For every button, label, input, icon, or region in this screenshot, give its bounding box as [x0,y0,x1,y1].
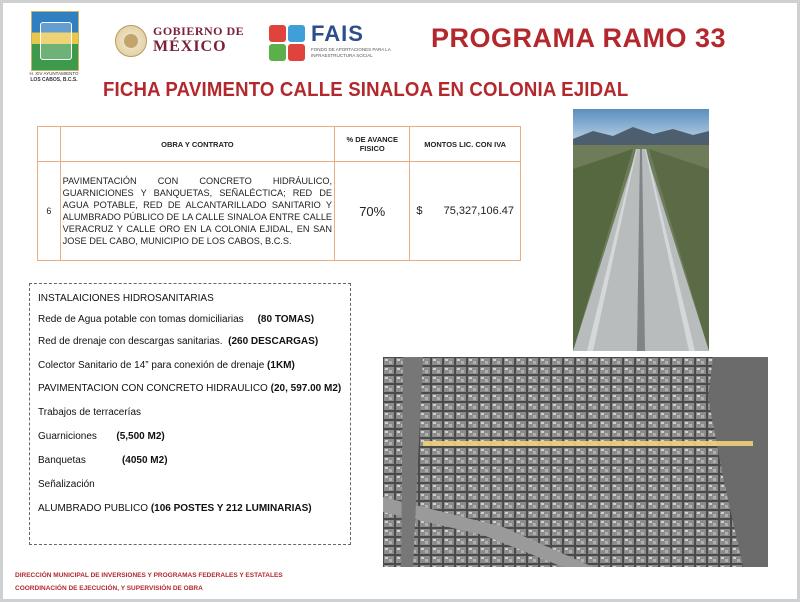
table-header-row [38,127,521,162]
fais-icon [269,25,305,61]
municipio-caption [17,71,91,83]
row-monto-cell [410,162,521,261]
aerial-photo [383,357,768,567]
footer-line2: COORDINACIÓN DE EJECUCIÓN, Y SUPERVISIÓN DE OBRA [15,585,203,592]
installation-item: Señalización [38,479,95,490]
municipio-caption-line2: LOS CABOS, B.C.S. [30,77,78,83]
document-slide [3,3,797,599]
installations-box [29,283,351,545]
installation-item: Rede de Agua potable con tomas domiciliarias (80 TOMAS) [38,314,315,325]
road-photo [573,109,709,351]
installation-item: Banquetas (4050 M2) [38,455,168,466]
obra-table [37,126,521,261]
row-avance: 70% [335,162,410,261]
municipio-logo [31,11,79,71]
fais-logo [311,21,401,59]
installation-item: ALUMBRADO PUBLICO (106 POSTES Y 212 LUMINARIAS) [38,503,312,514]
programa-title: PROGRAMA RAMO 33 [431,23,727,53]
municipio-caption-line1: H. XIV AYUNTAMIENTO [29,71,79,76]
installation-item: Red de drenaje con descargas sanitarias. (260 DESCARGAS) [38,336,319,347]
ficha-title: FICHA PAVIMENTO CALLE SINALOA EN COLONIA EJIDAL [103,79,629,101]
header-monto: MONTOS LIC. CON IVA [410,127,521,162]
gobierno-line2: MÉXICO [153,38,227,55]
footer [15,569,283,595]
row-number: 6 [38,162,61,261]
fais-title: FAIS [311,21,364,46]
installation-item: Trabajos de terracerías [38,407,142,418]
header-num [38,127,61,162]
header-obra: OBRA Y CONTRATO [60,127,334,162]
table-row [38,162,521,261]
installation-item: PAVIMENTACION CON CONCRETO HIDRAULICO (20, 597.00 M2) [38,383,342,394]
row-monto: 75,327,106.47 [443,205,514,217]
gobierno-de-mexico-logo [153,24,244,54]
header-avance: % DE AVANCE FISICO [335,127,410,162]
row-currency: $ [416,205,423,217]
row-description: PAVIMENTACIÓN CON CONCRETO HIDRÁULICO, GUARNICIONES Y BANQUETAS, SEÑALÉCTICA; RED DE AGUA POTABLE, RED DE ALCANTARILLADO SANITARIO Y ALUMBRADO PÚBLICO DE LA CALLE SINALOA ENTRE CALLE VERACRUZ Y CALLE ORO EN LA COLONIA EJIDAL, EN SAN JOSE DEL CABO, MUNICIPIO DE LOS CABOS, B.C.S. [60,162,334,261]
footer-line1: DIRECCIÓN MUNICIPAL DE INVERSIONES Y PROGRAMAS FEDERALES Y ESTATALES [15,572,283,579]
installation-item: Guarniciones (5,500 M2) [38,431,165,442]
installation-item: INSTALAICIONES HIDROSANITARIAS [38,293,214,304]
installation-item: Colector Sanitario de 14” para conexión de drenaje (1KM) [38,360,295,371]
gobierno-line1: GOBIERNO DE [153,24,245,38]
gobierno-emblem-icon [115,25,147,57]
fais-subtitle: FONDO DE APORTACIONES PARA LA INFRAESTRUCTURA SOCIAL [311,47,391,58]
